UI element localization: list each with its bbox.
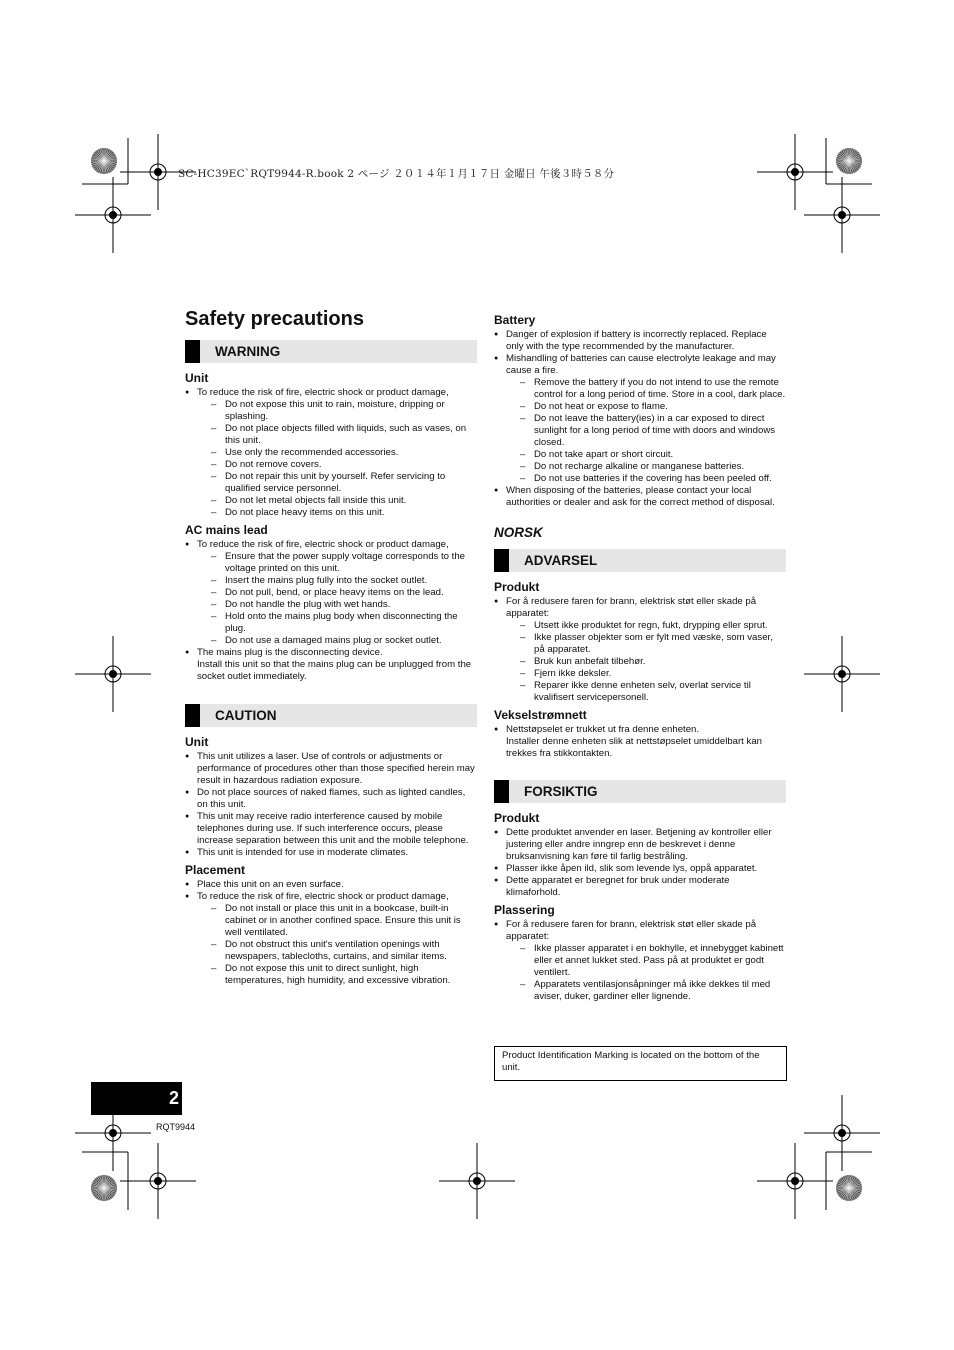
ac-mains-heading: AC mains lead bbox=[185, 523, 268, 537]
veksel-list bbox=[494, 724, 786, 760]
starburst-mark bbox=[91, 148, 117, 174]
placement-list bbox=[185, 879, 477, 987]
unit-heading: Unit bbox=[185, 735, 209, 749]
print-header: SC-HC39EC`RQT9944-R.book 2 ページ ２０１４年１月１７日 金曜日 午後３時５８分 bbox=[178, 168, 615, 180]
list-item: – Do not use a damaged mains plug or socket outlet. bbox=[211, 635, 477, 647]
page-number-tab bbox=[91, 1082, 182, 1115]
plassering-heading: Plassering bbox=[494, 903, 555, 917]
list-item: – Hold onto the mains plug body when disconnecting the plug. bbox=[211, 611, 477, 635]
list-item: – Do not leave the battery(ies) in a car exposed to direct sunlight for a long period of time with doors and windows closed. bbox=[520, 413, 786, 449]
caution-bar bbox=[185, 704, 477, 727]
list-item: – Fjern ikke deksler. bbox=[520, 668, 786, 680]
list-item: ● This unit utilizes a laser. Use of controls or adjustments or performance of procedures other than those specified herein may result in hazardous radiation exposure. bbox=[185, 751, 477, 787]
forsiktig-produkt-list bbox=[494, 827, 786, 899]
forsiktig-bar bbox=[494, 780, 786, 803]
crosshair-mark bbox=[757, 1143, 833, 1219]
battery-list bbox=[494, 329, 786, 509]
list-item: ● Do not place sources of naked flames, such as lighted candles, on this unit. bbox=[185, 787, 477, 811]
unit-heading: Unit bbox=[185, 371, 209, 385]
crosshair-mark bbox=[804, 636, 880, 712]
starburst-mark bbox=[836, 1175, 862, 1201]
list-item: – Do not pull, bend, or place heavy items on the lead. bbox=[211, 587, 477, 599]
warning-heading: WARNING bbox=[215, 344, 281, 359]
list-item: ● Dette produktet anvender en laser. Betjening av kontroller eller justering eller andre inngrep enn de beskrevet i denne bruksanvisning kan føre til farlig bestråling. bbox=[494, 827, 786, 863]
list-item: – Ikke plasser objekter som er fylt med væske, som vaser, på apparatet. bbox=[520, 632, 786, 656]
battery-heading: Battery bbox=[494, 313, 536, 327]
starburst-mark bbox=[91, 1175, 117, 1201]
list-item: – Do not heat or expose to flame. bbox=[520, 401, 786, 413]
list-item: ● This unit may receive radio interference caused by mobile telephones during use. If such interference occurs, please increase separation between this unit and the mobile telephone. bbox=[185, 811, 477, 847]
caution-unit-list bbox=[185, 751, 477, 859]
placement-heading: Placement bbox=[185, 863, 246, 877]
list-item: – Ikke plasser apparatet i en bokhylle, et innebygget kabinett eller et annet lukket sted. Pass på at produktet er godt ventilert. bbox=[520, 943, 786, 979]
list-item: – Remove the battery if you do not intend to use the remote control for a long period of time. Store in a cool, dark place. bbox=[520, 377, 786, 401]
page-number: 2 bbox=[168, 1088, 179, 1108]
list-item: ● The mains plug is the disconnecting device. Install this unit so that the mains plug can be unplugged from the socket outlet immediately. bbox=[185, 647, 477, 683]
list-item: – Do not use batteries if the covering has been peeled off. bbox=[520, 473, 786, 485]
advarsel-heading: ADVARSEL bbox=[524, 553, 598, 568]
crosshair-mark bbox=[439, 1143, 515, 1219]
list-item: ● For å redusere faren for brann, elektrisk støt eller skade på apparatet: – Ikke plasser apparatet i en bokhylle, et innebygget kabinett eller et annet lukket sted. Pass på at produktet er godt ventilert. – Apparatets ventilasjonsåpninger må ikke dekkes til med aviser, duker, gardiner eller lignende. bbox=[494, 919, 786, 1003]
advarsel-produkt-list bbox=[494, 596, 786, 704]
crosshair-mark bbox=[75, 636, 151, 712]
crosshair-mark bbox=[804, 1095, 880, 1171]
veksel-heading: Vekselstrømnett bbox=[494, 708, 587, 722]
produkt-heading: Produkt bbox=[494, 580, 540, 594]
list-item: ● This unit is intended for use in moderate climates. bbox=[185, 847, 477, 859]
list-item: ● To reduce the risk of fire, electric shock or product damage, – Ensure that the power supply voltage corresponds to the voltage printed on this unit. – Insert the mains plug fully into the socket outlet. – Do not pull, bend, or place heavy items on the lead. – Do not handle the plug with wet hands. – Hold onto the mains plug body when disconnecting the plug. – Do not use a damaged mains plug or socket outlet. bbox=[185, 539, 477, 647]
list-item: ● Mishandling of batteries can cause electrolyte leakage and may cause a fire. – Remove the battery if you do not intend to use the remote control for a long period of time. Store in a cool, dark place. – Do not heat or expose to flame. – Do not leave the battery(ies) in a car exposed to direct sunlight for a long period of time with doors and windows closed. – Do not take apart or short circuit. – Do not recharge alkaline or manganese batteries. – Do not use batteries if the covering has been peeled off. bbox=[494, 353, 786, 485]
left-column bbox=[185, 340, 477, 987]
list-item: – Utsett ikke produktet for regn, fukt, drypping eller sprut. bbox=[520, 620, 786, 632]
list-item: – Do not expose this unit to direct sunlight, high temperatures, high humidity, and excessive vibration. bbox=[211, 963, 477, 987]
list-item: – Do not place heavy items on this unit. bbox=[211, 507, 477, 519]
norsk-heading: NORSK bbox=[494, 525, 543, 540]
list-item: – Do not expose this unit to rain, moisture, dripping or splashing. bbox=[211, 399, 477, 423]
page-title: Safety precautions bbox=[185, 308, 364, 330]
list-item: – Do not recharge alkaline or manganese batteries. bbox=[520, 461, 786, 473]
list-item: – Do not handle the plug with wet hands. bbox=[211, 599, 477, 611]
advarsel-bar bbox=[494, 549, 786, 572]
list-item: – Do not take apart or short circuit. bbox=[520, 449, 786, 461]
list-item: – Do not repair this unit by yourself. Refer servicing to qualified service personnel. bbox=[211, 471, 477, 495]
caution-heading: CAUTION bbox=[215, 708, 277, 723]
list-item: ● Plasser ikke åpen ild, slik som levende lys, oppå apparatet. bbox=[494, 863, 786, 875]
list-item: – Do not let metal objects fall inside this unit. bbox=[211, 495, 477, 507]
mains-list bbox=[185, 539, 477, 683]
list-item: – Do not place objects filled with liquids, such as vases, on this unit. bbox=[211, 423, 477, 447]
warning-unit-list bbox=[185, 387, 477, 519]
forsiktig-heading: FORSIKTIG bbox=[524, 784, 598, 799]
list-item: – Apparatets ventilasjonsåpninger må ikke dekkes til med aviser, duker, gardiner eller lignende. bbox=[520, 979, 786, 1003]
list-item: ● To reduce the risk of fire, electric shock or product damage, – Do not install or place this unit in a bookcase, built-in cabinet or in another confined space. Ensure this unit is well ventilated. – Do not obstruct this unit's ventilation openings with newspapers, tablecloths, curtains, and similar items. – Do not expose this unit to direct sunlight, high temperatures, high humidity, and excessive vibration. bbox=[185, 891, 477, 987]
list-item: – Do not install or place this unit in a bookcase, built-in cabinet or in another confined space. Ensure this unit is well ventilated. bbox=[211, 903, 477, 939]
list-item: – Bruk kun anbefalt tilbehør. bbox=[520, 656, 786, 668]
list-item: ● Danger of explosion if battery is incorrectly replaced. Replace only with the type recommended by the manufacturer. bbox=[494, 329, 786, 353]
list-item: ● To reduce the risk of fire, electric shock or product damage, – Do not expose this unit to rain, moisture, dripping or splashing. – Do not place objects filled with liquids, such as vases, on this unit. – Use only the recommended accessories. – Do not remove covers. – Do not repair this unit by yourself. Refer servicing to qualified service personnel. – Do not let metal objects fall inside this unit. – Do not place heavy items on this unit. bbox=[185, 387, 477, 519]
produkt-heading: Produkt bbox=[494, 811, 540, 825]
crosshair-mark bbox=[120, 1143, 196, 1219]
crosshair-mark bbox=[804, 177, 880, 253]
plassering-list bbox=[494, 919, 786, 1003]
list-item: ● Place this unit on an even surface. bbox=[185, 879, 477, 891]
list-item: ● When disposing of the batteries, please contact your local authorities or dealer and ask for the correct method of disposal. bbox=[494, 485, 786, 509]
list-item: – Do not remove covers. bbox=[211, 459, 477, 471]
list-item: – Reparer ikke denne enheten selv, overlat service til kvalifisert servicepersonell. bbox=[520, 680, 786, 704]
warning-bar bbox=[185, 340, 477, 363]
product-marking-note: Product Identification Marking is located on the bottom of the unit. bbox=[494, 1046, 787, 1081]
list-item: – Ensure that the power supply voltage corresponds to the voltage printed on this unit. bbox=[211, 551, 477, 575]
starburst-mark bbox=[836, 148, 862, 174]
model-code: RQT9944 bbox=[156, 1122, 196, 1132]
crosshair-mark bbox=[757, 134, 833, 210]
right-column bbox=[494, 311, 786, 1003]
list-item: ● Dette apparatet er beregnet for bruk under moderate klimaforhold. bbox=[494, 875, 786, 899]
list-item: ● Nettstøpselet er trukket ut fra denne enheten. Installer denne enheten slik at nettstøpselet umiddelbart kan trekkes fra stikkontakten. bbox=[494, 724, 786, 760]
crosshair-mark bbox=[75, 177, 151, 253]
list-item: – Insert the mains plug fully into the socket outlet. bbox=[211, 575, 477, 587]
list-item: ● For å redusere faren for brann, elektrisk støt eller skade på apparatet: – Utsett ikke produktet for regn, fukt, drypping eller sprut. – Ikke plasser objekter som er fylt med væske, som vaser, på apparatet. – Bruk kun anbefalt tilbehør. – Fjern ikke deksler. – Reparer ikke denne enheten selv, overlat service til kvalifisert servicepersonell. bbox=[494, 596, 786, 704]
list-item: – Do not obstruct this unit's ventilation openings with newspapers, tablecloths, curtains, and similar items. bbox=[211, 939, 477, 963]
list-item: – Use only the recommended accessories. bbox=[211, 447, 477, 459]
